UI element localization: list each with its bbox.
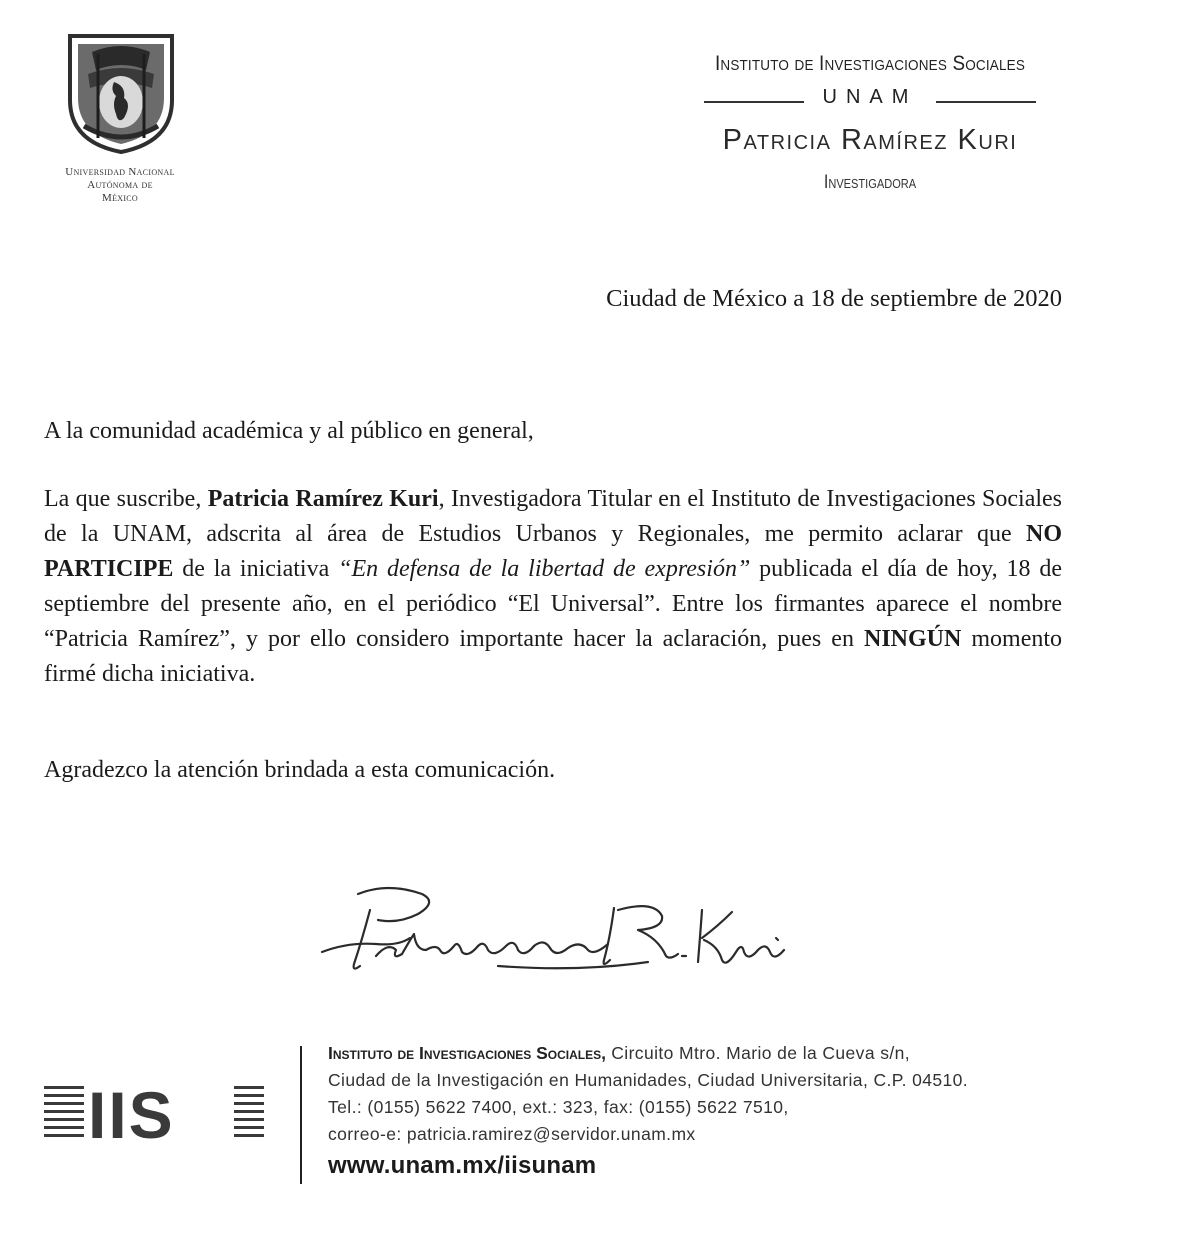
- author-role: Investigadora: [823, 172, 917, 193]
- divider-line-left: [704, 101, 804, 103]
- para-text-4: publicada el día de hoy, 18 de septiembre del presente año, en el periódico “El Universal”. Entre los firmantes aparece el nombre “Patricia Ramírez”, y por ello considero importante hacer la aclaración, pues en: [44, 556, 1062, 652]
- salutation: A la comunidad académica y al público en general,: [44, 418, 534, 444]
- university-name: [30, 166, 210, 205]
- footer-institute: Instituto de Investigaciones Sociales,: [328, 1043, 606, 1063]
- iis-logo: [44, 1082, 264, 1142]
- author-name: Patricia Ramírez Kuri: [722, 124, 1018, 156]
- footer-contact: [328, 1040, 1148, 1148]
- divider-line-right: [936, 101, 1036, 103]
- university-name-line-3: México: [101, 192, 139, 204]
- university-name-line-2: Autónoma de: [87, 179, 153, 191]
- para-text-1: La que suscribe,: [44, 486, 208, 512]
- footer-email: correo-e: patricia.ramirez@servidor.unam.mx: [328, 1124, 696, 1144]
- para-text-2: , Investigadora Titular en el Instituto de Investigaciones Sociales de la UNAM, adscrita al área de Estudios Urbanos y Regionales, me permito aclarar que: [44, 486, 1063, 547]
- institute-heading: Instituto de Investigaciones Sociales: [714, 52, 1026, 75]
- body-paragraph: [44, 482, 1062, 692]
- university-name-line-1: Universidad Nacional: [65, 166, 175, 178]
- footer-row-1: [328, 1040, 1148, 1067]
- ningun-bold: NINGÚN: [863, 626, 962, 652]
- unam-divider: [704, 86, 1036, 116]
- closing-line: Agradezco la atención brindada a esta comunicación.: [44, 757, 556, 783]
- author-name-bold: Patricia Ramírez Kuri: [207, 486, 439, 512]
- handwritten-signature: [318, 880, 798, 980]
- iis-logo-text: IIS: [88, 1082, 175, 1142]
- para-text-3: de la iniciativa: [173, 556, 339, 582]
- letter-date: Ciudad de México a 18 de septiembre de 2020: [606, 285, 1062, 312]
- initiative-title: “En defensa de la libertad de expresión”: [338, 556, 751, 582]
- footer-address-2: Ciudad de la Investigación en Humanidades, Ciudad Universitaria, C.P. 04510.: [328, 1070, 969, 1090]
- footer-address-1: Circuito Mtro. Mario de la Cueva s/n,: [605, 1043, 911, 1063]
- footer-divider: [300, 1046, 302, 1184]
- footer-website: www.unam.mx/iisunam: [328, 1152, 597, 1179]
- unam-seal-logo: [62, 30, 180, 155]
- no-participe-bold: NO PARTICIPE: [44, 521, 1062, 582]
- para-text-5: momento firmé dicha iniciativa.: [44, 626, 1063, 687]
- footer-phone: Tel.: (0155) 5622 7400, ext.: 323, fax: (0155) 5622 7510,: [328, 1097, 789, 1117]
- unam-label: UNAM: [822, 86, 918, 108]
